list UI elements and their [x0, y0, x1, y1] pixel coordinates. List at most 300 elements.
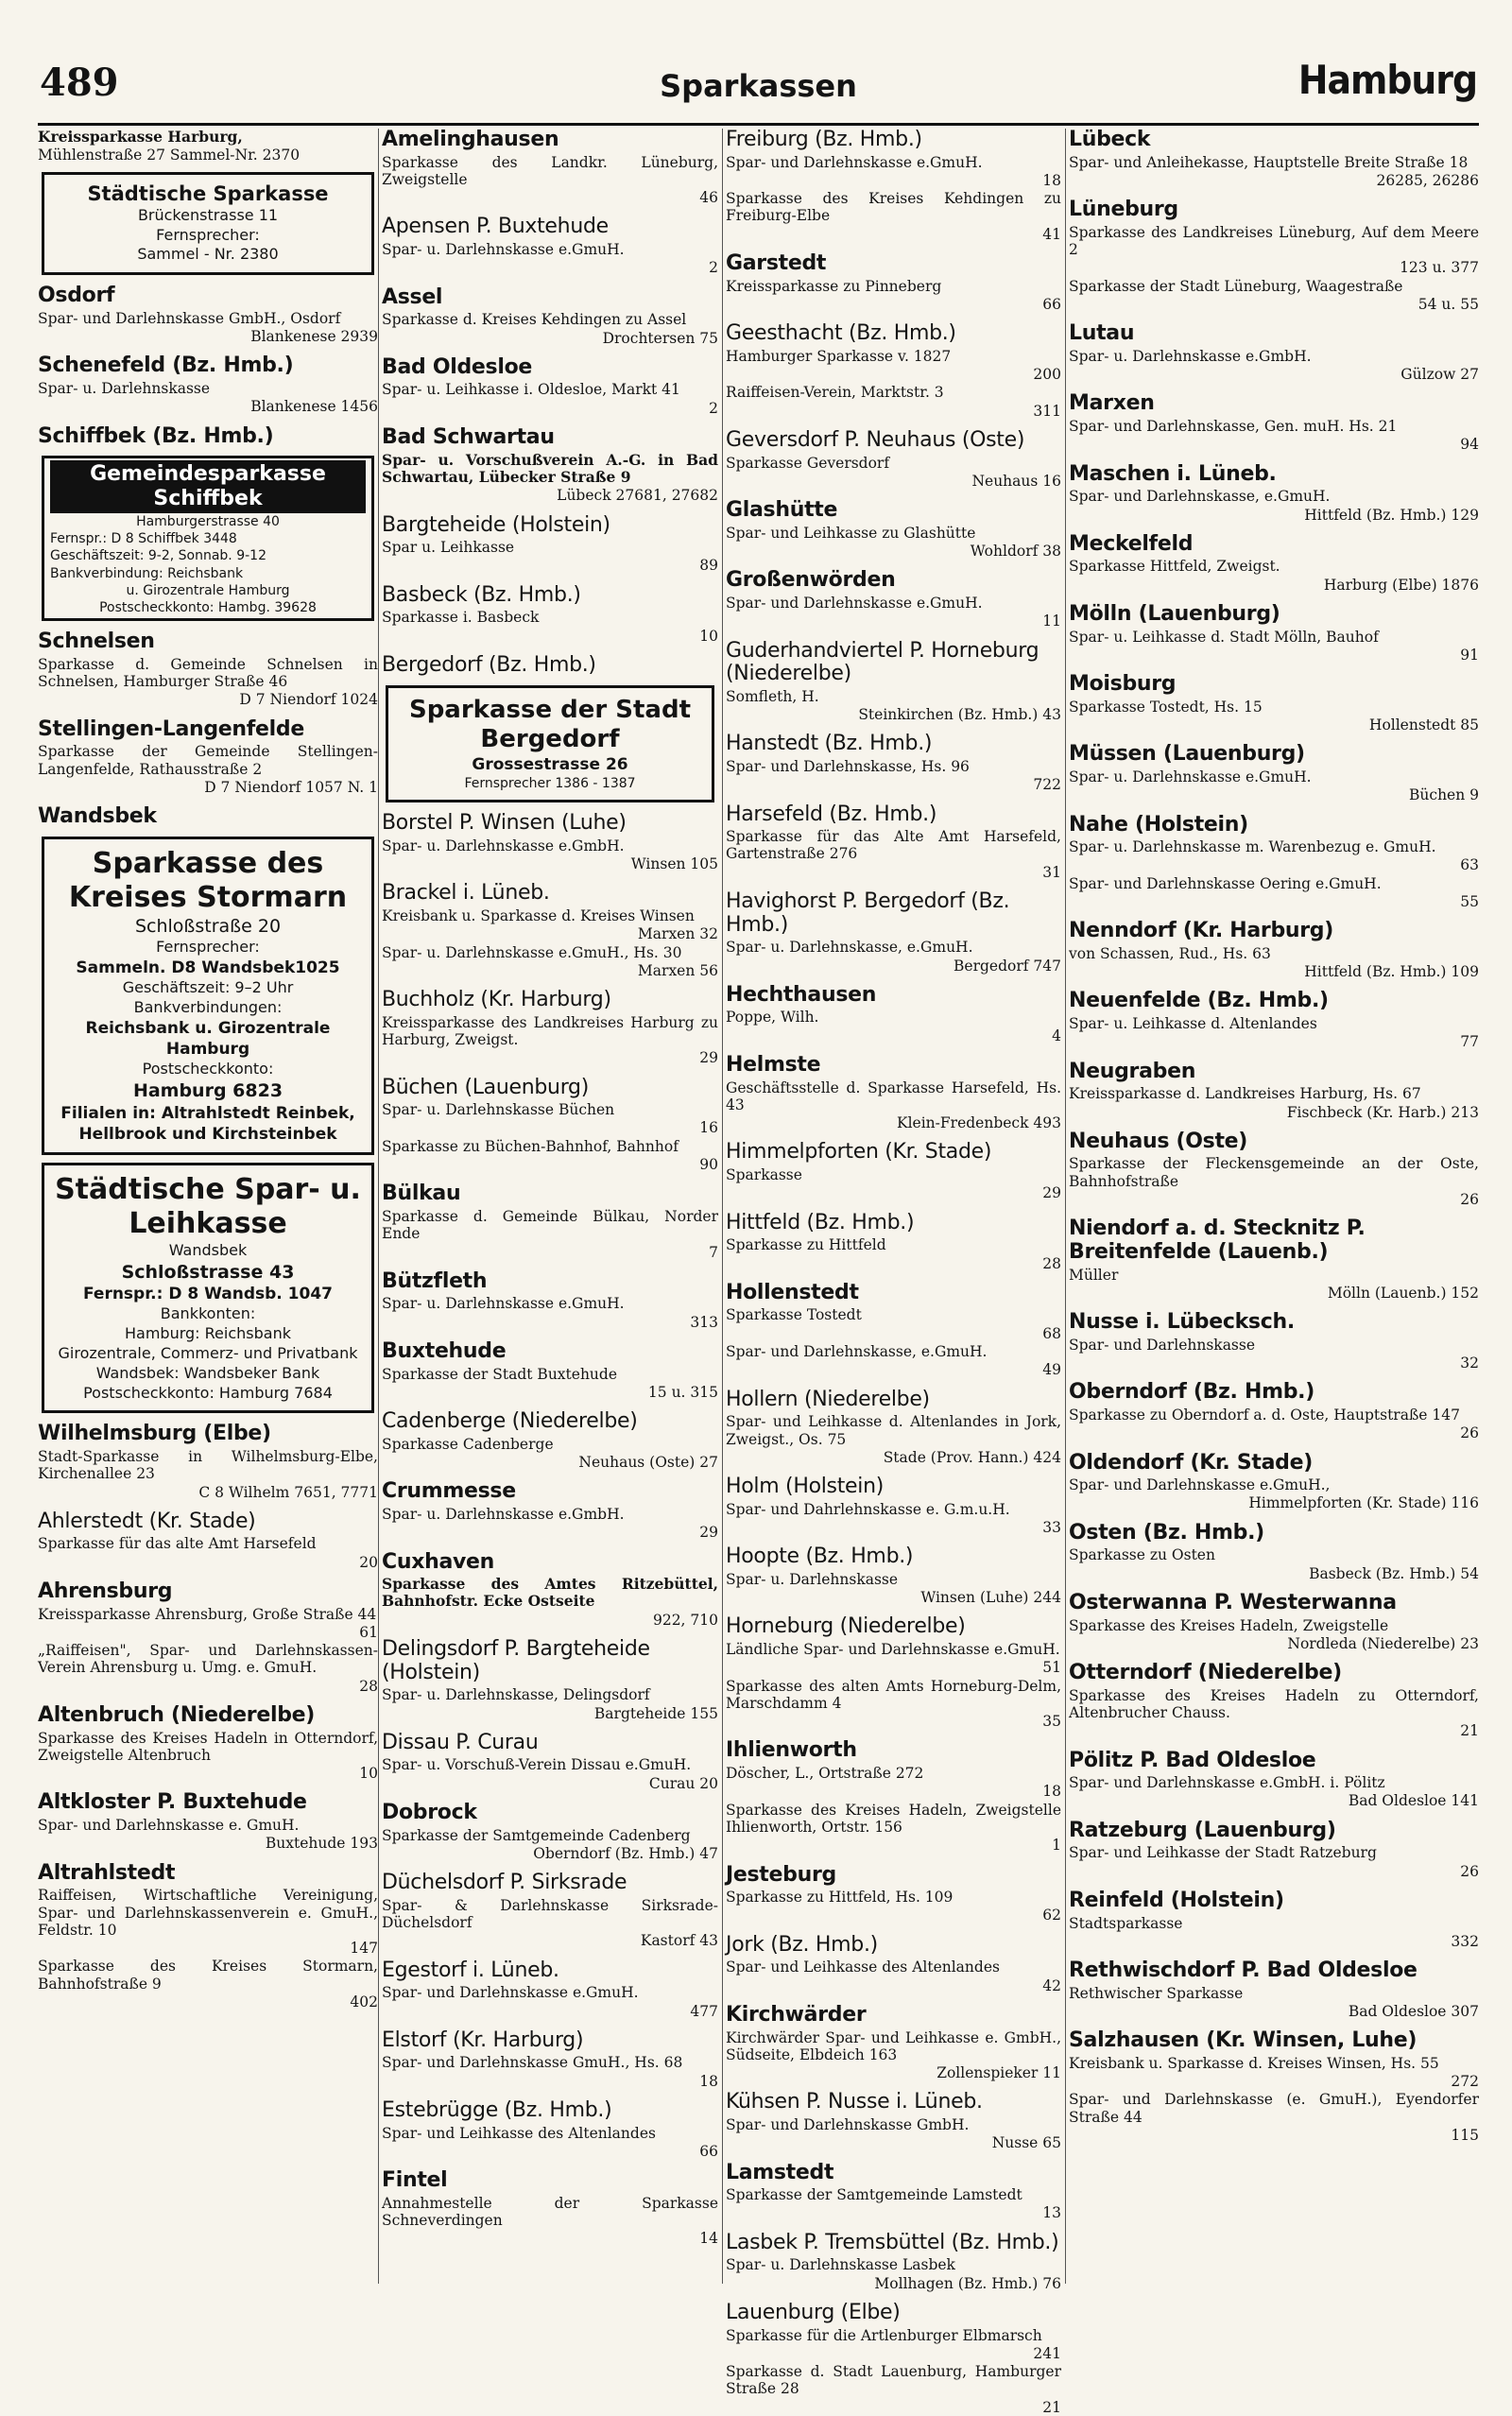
- entry-phone: 94: [1460, 436, 1479, 454]
- entry-phone: 29: [699, 1524, 718, 1542]
- entry-phone: D 7 Niendorf 1057 N. 1: [204, 778, 378, 796]
- entry-phone: 7: [709, 1243, 718, 1261]
- entry-phone: 77: [1460, 1033, 1479, 1051]
- place-heading: Nenndorf (Kr. Harburg): [1069, 919, 1334, 943]
- place-heading: Hollenstedt: [726, 1280, 859, 1304]
- ad-line: Schloßstraße 20: [134, 915, 282, 937]
- place-heading: Osdorf: [38, 284, 115, 308]
- place-heading: Nusse i. Lübecksch.: [1069, 1310, 1295, 1335]
- entry-phone: 91: [1460, 646, 1479, 664]
- place-heading: Marxen: [1069, 391, 1155, 416]
- place-heading: Glashütte: [726, 498, 838, 523]
- entry-phone: 26: [1460, 1862, 1479, 1880]
- entry-phone: 18: [1042, 171, 1061, 189]
- entry-text: Sparkasse der Samtgemeinde Cadenberg: [382, 1826, 691, 1844]
- ad-line: Postscheckkonto:: [142, 1060, 274, 1079]
- ad-line: Bankverbindung: Reichsbank: [50, 565, 244, 581]
- entry-text: Spar- und Darlehnskasse, e.GmuH.: [726, 1343, 988, 1361]
- entry-phone: Marxen 56: [637, 961, 718, 979]
- entry-text: „Raiffeisen", Spar- und Darlehnskassen-Verein Ahrensburg u. Umg. e. GmuH.: [38, 1642, 378, 1677]
- place-heading: Bützfleth: [382, 1268, 488, 1293]
- ad-line: Fernsprecher:: [156, 938, 260, 957]
- entry-text: Sparkasse zu Büchen-Bahnhof, Bahnhof: [382, 1137, 679, 1155]
- entry-phone: 1: [1052, 1837, 1061, 1855]
- entry-text: Rethwischer Sparkasse: [1069, 1984, 1244, 2002]
- entry-phone: 13: [1042, 2204, 1061, 2222]
- entry-text: Sparkasse d. Stadt Lauenburg, Hamburger Straße 28: [726, 2363, 1061, 2398]
- entry-phone: Steinkirchen (Bz. Hmb.) 43: [858, 706, 1061, 724]
- entry-text: Sparkasse des Kreises Hadeln, Zweigstelle Ihlienworth, Ortstr. 156: [726, 1801, 1061, 1836]
- place-heading: Mölln (Lauenburg): [1069, 601, 1280, 626]
- entry-phone: 20: [359, 1553, 378, 1571]
- entry-phone: 90: [699, 1156, 718, 1174]
- entry-phone: Bergedorf 747: [954, 957, 1061, 975]
- ad-box: [42, 837, 374, 1155]
- entry-phone: Kastorf 43: [640, 1932, 718, 1950]
- entry-text: Sparkasse der Stadt Buxtehude: [382, 1365, 618, 1383]
- entry-text: Spar- u. Darlehnskasse m. Warenbezug e. GmuH.: [1069, 838, 1436, 856]
- column-2: [382, 129, 718, 2284]
- entry-phone: 2: [709, 399, 718, 417]
- place-heading: Salzhausen (Kr. Winsen, Luhe): [1069, 2028, 1418, 2053]
- place-heading: Cadenberge (Niederelbe): [382, 1409, 638, 1434]
- entry-phone: Lübeck 27681, 27682: [557, 487, 718, 505]
- entry-text: Spar- u. Darlehnskasse: [726, 1570, 899, 1588]
- place-heading: Brackel i. Lüneb.: [382, 881, 550, 906]
- entry-text: Sparkasse des Amtes Ritzebüttel, Bahnhofstr. Ecke Ostseite: [382, 1575, 718, 1611]
- entry-phone: 18: [1042, 1783, 1061, 1801]
- entry-phone: 33: [1042, 1518, 1061, 1536]
- column-rule: [378, 129, 379, 2284]
- entry-text: Sparkasse des Landkr. Lüneburg, Zweigstelle: [382, 153, 718, 188]
- entry-text: Spar- u. Leihkasse i. Oldesloe, Markt 41: [382, 381, 680, 399]
- entry-phone: 14: [699, 2230, 718, 2248]
- place-heading: Himmelpforten (Kr. Stade): [726, 1140, 992, 1165]
- place-heading: Otterndorf (Niederelbe): [1069, 1661, 1342, 1685]
- entry-text: Spar- und Darlehnskasse, Gen. muH. Hs. 21: [1069, 418, 1398, 436]
- entry-phone: Winsen (Luhe) 244: [920, 1589, 1061, 1607]
- entry-text: Müller: [1069, 1266, 1119, 1284]
- ad-line: Hamburg: Reichsbank: [125, 1324, 291, 1343]
- entry-phone: Nordleda (Niederelbe) 23: [1287, 1634, 1479, 1652]
- entry-phone: D 7 Niendorf 1024: [239, 691, 378, 709]
- entry-text: von Schassen, Rud., Hs. 63: [1069, 944, 1271, 962]
- entry-phone: 200: [1033, 366, 1061, 384]
- place-heading: Neugraben: [1069, 1059, 1196, 1083]
- entry-phone: 477: [690, 2002, 718, 2020]
- entry-text: Spar- und Darlehnskasse e.GmuH.,: [1069, 1476, 1331, 1494]
- place-heading: Ihlienworth: [726, 1738, 857, 1763]
- entry-text: Kreissparkasse Ahrensburg, Große Straße 44: [38, 1605, 377, 1623]
- place-heading: Hoopte (Bz. Hmb.): [726, 1545, 914, 1569]
- entry-phone: 18: [699, 2072, 718, 2090]
- place-heading: Fintel: [382, 2168, 448, 2193]
- entry-text: Sparkasse der Stadt Lüneburg, Waagestraße: [1069, 277, 1403, 295]
- entry-phone: Curau 20: [648, 1774, 718, 1792]
- entry-text: Spar- u. Darlehnskasse e.GmuH.: [1069, 768, 1312, 785]
- entry-text: Sparkasse der Fleckensgemeinde an der Oste, Bahnhofstraße: [1069, 1155, 1479, 1190]
- entry-text: Spar- u. Vorschuß-Verein Dissau e.GmuH.: [382, 1756, 692, 1774]
- place-heading: Harsefeld (Bz. Hmb.): [726, 802, 937, 826]
- ad-line: Sammel - Nr. 2380: [137, 245, 279, 264]
- place-heading: Buxtehude: [382, 1338, 507, 1363]
- entry-phone: Drochtersen 75: [602, 329, 718, 347]
- entry-phone: 11: [1042, 613, 1061, 630]
- ad-title: Sparkasse der Stadt Bergedorf: [408, 695, 692, 753]
- ad-line: u. Girozentrale Hamburg: [126, 582, 290, 598]
- entry-text: Spar- u. Darlehnskasse e.GmuH.: [382, 241, 625, 259]
- entry-text: Sparkasse Geversdorf: [726, 454, 890, 472]
- place-heading: Büchen (Lauenburg): [382, 1075, 590, 1099]
- ad-line: Postscheckkonto: Hamburg 7684: [83, 1383, 333, 1402]
- entry-phone: Buxtehude 193: [265, 1835, 378, 1853]
- entry-text: Spar- u. Darlehnskasse: [38, 379, 211, 397]
- entry-text: Spar- u. Darlehnskasse e.GmbH.: [1069, 347, 1312, 365]
- entry-phone: 31: [1042, 863, 1061, 881]
- place-heading: Estebrügge (Bz. Hmb.): [382, 2098, 612, 2123]
- place-heading: Osterwanna P. Westerwanna: [1069, 1590, 1397, 1614]
- place-heading: Apensen P. Buxtehude: [382, 215, 609, 239]
- entry-phone: 46: [699, 189, 718, 207]
- place-heading: Lübeck: [1069, 128, 1151, 151]
- place-heading: Helmste: [726, 1053, 821, 1077]
- entry-text: Spar- u. Darlehnskasse, Delingsdorf: [382, 1686, 650, 1704]
- entry-phone: 54 u. 55: [1418, 295, 1479, 313]
- place-heading: Hechthausen: [726, 982, 877, 1007]
- place-heading: Freiburg (Bz. Hmb.): [726, 128, 922, 151]
- place-heading: Egestorf i. Lüneb.: [382, 1958, 559, 1982]
- place-heading: Altenbruch (Niederelbe): [38, 1703, 316, 1728]
- entry-phone: 16: [699, 1119, 718, 1137]
- entry-phone: 51: [1042, 1659, 1061, 1677]
- entry-line: Mühlenstraße 27 Sammel-Nr. 2370: [38, 147, 301, 164]
- entry-text: Kreissparkasse des Landkreises Harburg zu Harburg, Zweigst.: [382, 1013, 718, 1048]
- place-heading: Holm (Holstein): [726, 1475, 884, 1499]
- entry-phone: 66: [699, 2142, 718, 2160]
- entry-text: Sparkasse d. Kreises Kehdingen zu Assel: [382, 311, 687, 329]
- place-heading: Neuhaus (Oste): [1069, 1129, 1248, 1153]
- ad-line: Bankkonten:: [160, 1304, 256, 1323]
- entry-phone: 29: [699, 1049, 718, 1067]
- place-heading: Assel: [382, 285, 443, 309]
- ad-box: [42, 1163, 374, 1414]
- ad-line: Wandsbek: [168, 1240, 248, 1259]
- entry-text: Stadt-Sparkasse in Wilhelmsburg-Elbe, Kirchenallee 23: [38, 1447, 378, 1483]
- entry-name: Kreissparkasse Harburg,: [38, 128, 243, 146]
- entry-text: Sparkasse für das alte Amt Harsefeld: [38, 1535, 317, 1553]
- place-heading: Bergedorf (Bz. Hmb.): [382, 652, 596, 677]
- entry-phone: 32: [1460, 1355, 1479, 1372]
- entry-phone: 63: [1460, 856, 1479, 874]
- place-heading: Bargteheide (Holstein): [382, 512, 610, 537]
- ad-line: Geschäftszeit: 9–2 Uhr: [122, 978, 294, 997]
- ad-line: Reichsbank u. Girozentrale Hamburg: [85, 1018, 331, 1059]
- entry-phone: 15 u. 315: [647, 1383, 718, 1401]
- place-heading: Amelinghausen: [382, 128, 559, 151]
- entry-text: Raiffeisen-Verein, Marktstr. 3: [726, 384, 944, 402]
- entry-text: Spar- und Darlehnskasse e.GmbH. i. Pölitz: [1069, 1774, 1385, 1792]
- entry-text: Spar- u. Darlehnskasse e.GmuH., Hs. 30: [382, 943, 682, 961]
- entry-phone: 89: [699, 557, 718, 575]
- place-heading: Altrahlstedt: [38, 1860, 176, 1885]
- place-heading: Lüneburg: [1069, 198, 1178, 222]
- place-heading: Nahe (Holstein): [1069, 812, 1248, 837]
- entry-text: Spar- und Darlehnskasse: [1069, 1336, 1256, 1354]
- ad-line: Schloßstrasse 43: [121, 1261, 295, 1283]
- entry-text: Spar- & Darlehnskasse Sirksrade-Düchelsdorf: [382, 1896, 718, 1932]
- entry-text: Spar- und Anleihekasse, Hauptstelle Breite Straße 18: [1069, 153, 1469, 171]
- entry-phone: Blankenese 2939: [250, 328, 378, 346]
- place-heading: Horneburg (Niederelbe): [726, 1614, 966, 1639]
- entry-text: Sparkasse des Kreises Hadeln zu Otterndorf, Altenbrucher Chauss.: [1069, 1686, 1479, 1721]
- entry-text: Sparkasse des Kreises Hadeln, Zweigstelle: [1069, 1616, 1389, 1634]
- entry-text: Sparkasse Tostedt, Hs. 15: [1069, 698, 1263, 716]
- region-title: Hamburg: [1297, 57, 1477, 103]
- entry-text: Spar- u. Darlehnskasse Lasbek: [726, 2256, 955, 2274]
- entry-phone: 115: [1451, 2127, 1479, 2145]
- entry-text: Geschäftsstelle d. Sparkasse Harsefeld, Hs. 43: [726, 1079, 1061, 1113]
- entry-phone: 55: [1460, 893, 1479, 910]
- entry-phone: Neuhaus 16: [971, 472, 1061, 490]
- place-heading: Maschen i. Lüneb.: [1069, 461, 1277, 486]
- place-heading: Borstel P. Winsen (Luhe): [382, 811, 627, 836]
- place-heading: Großenwörden: [726, 568, 896, 593]
- place-heading: Kirchwärder: [726, 2002, 867, 2027]
- entry-phone: 311: [1033, 402, 1061, 420]
- entry-phone: Basbeck (Bz. Hmb.) 54: [1309, 1564, 1479, 1582]
- entry-text: Kreissparkasse d. Landkreises Harburg, Hs. 67: [1069, 1085, 1421, 1103]
- running-title: Sparkassen: [660, 68, 857, 104]
- ad-line: Fernsprecher:: [156, 225, 260, 244]
- place-heading: Neuenfelde (Bz. Hmb.): [1069, 989, 1329, 1013]
- entry-text: Kreisbank u. Sparkasse d. Kreises Winsen: [382, 906, 695, 924]
- entry-phone: Bad Oldesloe 141: [1348, 1792, 1479, 1810]
- entry-phone: 402: [350, 1993, 378, 2010]
- place-heading: Ahrensburg: [38, 1579, 173, 1603]
- place-heading: Kühsen P. Nusse i. Lüneb.: [726, 2090, 983, 2114]
- entry-text: Sparkasse d. Gemeinde Bülkau, Norder Ende: [382, 1207, 718, 1243]
- entry-phone: 123 u. 377: [1400, 259, 1479, 277]
- ad-line: Hamburg 6823: [132, 1079, 284, 1101]
- entry-phone: Zollenspieker 11: [936, 2064, 1061, 2082]
- place-heading: Dobrock: [382, 1801, 477, 1824]
- place-heading: Wandsbek: [38, 804, 157, 829]
- place-heading: Lutau: [1069, 321, 1135, 346]
- entry-phone: 4: [1052, 1027, 1061, 1044]
- place-heading: Delingsdorf P. Bargteheide (Holstein): [382, 1637, 650, 1684]
- column-rule: [1065, 129, 1066, 2284]
- place-heading: Bülkau: [382, 1182, 461, 1206]
- place-heading: Elstorf (Kr. Harburg): [382, 2028, 584, 2052]
- ad-line: Postscheckkonto: Hambg. 39628: [99, 599, 317, 615]
- entry-phone: Gülzow 27: [1400, 366, 1479, 384]
- entry-text: Sparkasse der Samtgemeinde Lamstedt: [726, 2186, 1022, 2204]
- entry-phone: Wohldorf 38: [970, 543, 1061, 561]
- entry-phone: 922, 710: [652, 1611, 718, 1629]
- entry-phone: Büchen 9: [1409, 786, 1479, 804]
- entry-text: Sparkasse des Kreises Kehdingen zu Freiburg-Elbe: [726, 190, 1061, 225]
- entry-text: Sparkasse des Kreises Hadeln in Otterndorf, Zweigstelle Altenbruch: [38, 1729, 378, 1764]
- place-heading: Buchholz (Kr. Harburg): [382, 988, 611, 1012]
- entry-phone: 49: [1042, 1361, 1061, 1379]
- entry-phone: Stade (Prov. Hann.) 424: [883, 1448, 1061, 1466]
- entry-phone: Himmelpforten (Kr. Stade) 116: [1248, 1494, 1479, 1512]
- place-heading: Jesteburg: [726, 1862, 836, 1887]
- entry-text: Sparkasse i. Basbeck: [382, 609, 540, 627]
- place-heading: Hollern (Niederelbe): [726, 1387, 930, 1411]
- place-heading: Crummesse: [382, 1479, 516, 1504]
- entry-phone: 10: [359, 1765, 378, 1783]
- entry-text: Spar- und Darlehnskasse (e. GmuH.), Eyendorfer Straße 44: [1069, 2091, 1479, 2126]
- ad-line: Wandsbek: Wandsbeker Bank: [95, 1363, 320, 1382]
- entry-phone: Klein-Fredenbeck 493: [897, 1114, 1061, 1132]
- entry-phone: 62: [1042, 1907, 1061, 1924]
- entry-text: Sparkasse des Kreises Stormarn, Bahnhofstraße 9: [38, 1958, 378, 1993]
- entry-text: Spar- u. Vorschußverein A.-G. in Bad Schwartau, Lübecker Straße 9: [382, 450, 718, 486]
- place-heading: Bad Schwartau: [382, 425, 555, 450]
- entry-phone: 722: [1033, 776, 1061, 794]
- ad-title: Gemeindesparkasse Schiffbek: [50, 460, 366, 513]
- place-heading: Ratzeburg (Lauenburg): [1069, 1818, 1336, 1842]
- entry-text: Spar- und Darlehnskasse GmbH., Osdorf: [38, 309, 341, 327]
- entry-phone: Marxen 32: [637, 925, 718, 943]
- entry-phone: 41: [1042, 225, 1061, 243]
- entry-phone: 28: [1042, 1254, 1061, 1272]
- entry-text: Sparkasse Tostedt: [726, 1306, 862, 1324]
- entry-text: Sparkasse d. Gemeinde Schnelsen in Schnelsen, Hamburger Straße 46: [38, 655, 378, 691]
- entry-phone: Nusse 65: [991, 2134, 1061, 2152]
- ad-box: [42, 172, 374, 276]
- entry-text: Hamburger Sparkasse v. 1827: [726, 347, 952, 365]
- place-heading: Pölitz P. Bad Oldesloe: [1069, 1748, 1316, 1772]
- entry-text: Stadtsparkasse: [1069, 1914, 1183, 1932]
- entry-phone: 10: [699, 627, 718, 645]
- place-heading: Lasbek P. Tremsbüttel (Bz. Hmb.): [726, 2230, 1059, 2254]
- ad-box: [42, 456, 374, 621]
- entry-text: Raiffeisen, Wirtschaftliche Vereinigung, Spar- und Darlehnskassenverein e. GmuH., Feldstr. 10: [38, 1887, 378, 1939]
- place-heading: Havighorst P. Bergedorf (Bz. Hmb.): [726, 889, 1010, 937]
- entry-text: Spar- und Darlehnskasse e.GmuH.: [726, 594, 983, 612]
- entry-phone: Hittfeld (Bz. Hmb.) 129: [1304, 506, 1479, 524]
- entry-phone: Oberndorf (Bz. Hmb.) 47: [533, 1844, 718, 1862]
- place-heading: Oldendorf (Kr. Stade): [1069, 1450, 1313, 1475]
- entry-text: Spar- und Darlehnskasse e.GmuH.: [726, 153, 983, 171]
- entry-phone: 61: [359, 1623, 378, 1641]
- place-heading: Altkloster P. Buxtehude: [38, 1790, 307, 1815]
- entry-text: Sparkasse: [726, 1166, 802, 1184]
- entry-text: Spar- und Leihkasse der Stadt Ratzeburg: [1069, 1844, 1377, 1862]
- place-heading: Basbeck (Bz. Hmb.): [382, 582, 581, 607]
- place-heading: Geesthacht (Bz. Hmb.): [726, 321, 956, 346]
- entry-text: Ländliche Spar- und Darlehnskasse e.GmuH.: [726, 1641, 1060, 1659]
- place-heading: Ahlerstedt (Kr. Stade): [38, 1509, 256, 1533]
- ad-line: Brückenstrasse 11: [137, 205, 279, 224]
- entry-phone: 26: [1460, 1424, 1479, 1442]
- entry-text: Kreisbank u. Sparkasse d. Kreises Winsen, Hs. 55: [1069, 2054, 1439, 2072]
- entry-text: Sparkasse zu Hittfeld, Hs. 109: [726, 1889, 954, 1907]
- entry-text: Spar- und Leihkasse des Altenlandes: [726, 1959, 1000, 1976]
- place-heading: Schenefeld (Bz. Hmb.): [38, 354, 294, 378]
- entry-text: Sparkasse für das Alte Amt Harsefeld, Gartenstraße 276: [726, 828, 1061, 863]
- entry-text: Sparkasse Cadenberge: [382, 1435, 554, 1453]
- entry-text: Spar- u. Darlehnskasse, e.GmuH.: [726, 939, 973, 957]
- entry-phone: Neuhaus (Oste) 27: [578, 1454, 718, 1472]
- entry-text: Spar- und Darlehnskasse Oering e.GmuH.: [1069, 874, 1382, 892]
- entry-text: Spar- und Darlehnskasse, Hs. 96: [726, 757, 970, 775]
- entry-text: Spar- u. Darlehnskasse e.GmuH.: [382, 1295, 625, 1313]
- entry-phone: Blankenese 1456: [250, 398, 378, 416]
- entry-phone: 26285, 26286: [1376, 171, 1479, 189]
- ad-line: Filialen in: Altrahlstedt Reinbek, Hellbrook und Kirchsteinbek: [60, 1103, 355, 1144]
- page-header: [38, 57, 1479, 126]
- ad-box: [386, 685, 714, 803]
- place-heading: Lauenburg (Elbe): [726, 2300, 901, 2324]
- entry-phone: 35: [1042, 1713, 1061, 1731]
- entry-phone: Bad Oldesloe 307: [1348, 2003, 1479, 2020]
- entry-text: Sparkasse für die Artlenburger Elbmarsch: [726, 2326, 1042, 2344]
- place-heading: Schnelsen: [38, 630, 155, 654]
- place-heading: Lamstedt: [726, 2160, 834, 2184]
- entry-text: Spar u. Leihkasse: [382, 539, 515, 557]
- entry-text: Spar- und Darlehnskasse GmuH., Hs. 68: [382, 2054, 683, 2072]
- entry-text: Sparkasse zu Oberndorf a. d. Oste, Hauptstraße 147: [1069, 1406, 1460, 1424]
- place-heading: Müssen (Lauenburg): [1069, 742, 1305, 767]
- entry-phone: 21: [1460, 1722, 1479, 1740]
- entry-text: Sparkasse des Landkreises Lüneburg, Auf dem Meere 2: [1069, 223, 1479, 259]
- place-heading: Düchelsdorf P. Sirksrade: [382, 1871, 627, 1895]
- entry-phone: 241: [1033, 2344, 1061, 2362]
- entry-text: Spar- u. Darlehnskasse e.GmbH.: [382, 837, 625, 854]
- entry-text: Spar- und Darlehnskasse, e.GmuH.: [1069, 488, 1331, 506]
- entry-text: Sparkasse zu Hittfeld: [726, 1236, 886, 1254]
- ad-line: Fernsprecher 1386 - 1387: [464, 775, 636, 791]
- place-heading: Cuxhaven: [382, 1549, 495, 1574]
- place-heading: Moisburg: [1069, 672, 1177, 697]
- place-heading: Meckelfeld: [1069, 531, 1194, 556]
- place-heading: Schiffbek (Bz. Hmb.): [38, 423, 274, 448]
- ad-line: Grossestrasse 26: [472, 754, 628, 774]
- column-rule: [722, 129, 723, 2284]
- place-heading: Oberndorf (Bz. Hmb.): [1069, 1380, 1314, 1405]
- entry-text: Spar- und Darlehnskasse GmbH.: [726, 2115, 970, 2133]
- entry-phone: Fischbeck (Kr. Harb.) 213: [1286, 1103, 1479, 1121]
- entry-phone: 68: [1042, 1324, 1061, 1342]
- entry-text: Spar- u. Darlehnskasse e.GmbH.: [382, 1505, 625, 1523]
- entry-phone: 28: [359, 1677, 378, 1695]
- entry-text: Kirchwärder Spar- und Leihkasse e. GmbH., Südseite, Elbdeich 163: [726, 2028, 1061, 2063]
- ad-title: Städtische Sparkasse: [87, 181, 329, 205]
- place-heading: Hittfeld (Bz. Hmb.): [726, 1210, 915, 1234]
- entry-text: Annahmestelle der Sparkasse Schneverdingen: [382, 2194, 718, 2230]
- ad-title: Städtische Spar- u. Leihkasse: [55, 1172, 361, 1240]
- entry-text: Spar- u. Darlehnskasse Büchen: [382, 1101, 615, 1119]
- entry-phone: 21: [1042, 2398, 1061, 2416]
- ad-line: Fernspr.: D 8 Schiffbek 3448: [50, 531, 237, 547]
- place-heading: Osten (Bz. Hmb.): [1069, 1520, 1264, 1545]
- entry-text: Spar- und Leihkasse zu Glashütte: [726, 524, 976, 542]
- entry-text: Spar- u. Leihkasse d. Altenlandes: [1069, 1015, 1317, 1033]
- place-heading: Rethwischdorf P. Bad Oldesloe: [1069, 1959, 1418, 1983]
- ad-line: Fernspr.: D 8 Wandsb. 1047: [82, 1285, 333, 1304]
- entry-phone: 42: [1042, 1976, 1061, 1994]
- entry-phone: Hittfeld (Bz. Hmb.) 109: [1304, 963, 1479, 981]
- ad-line: Geschäftszeit: 9-2, Sonnab. 9-12: [50, 548, 266, 564]
- place-heading: Guderhandviertel P. Horneburg (Niederelbe): [726, 638, 1040, 686]
- entry-phone: Hollenstedt 85: [1368, 716, 1479, 734]
- column-3: [726, 128, 1061, 2416]
- ad-line: Sammeln. D8 Wandsbek1025: [76, 958, 340, 978]
- ad-line: Hamburgerstrasse 40: [136, 514, 280, 530]
